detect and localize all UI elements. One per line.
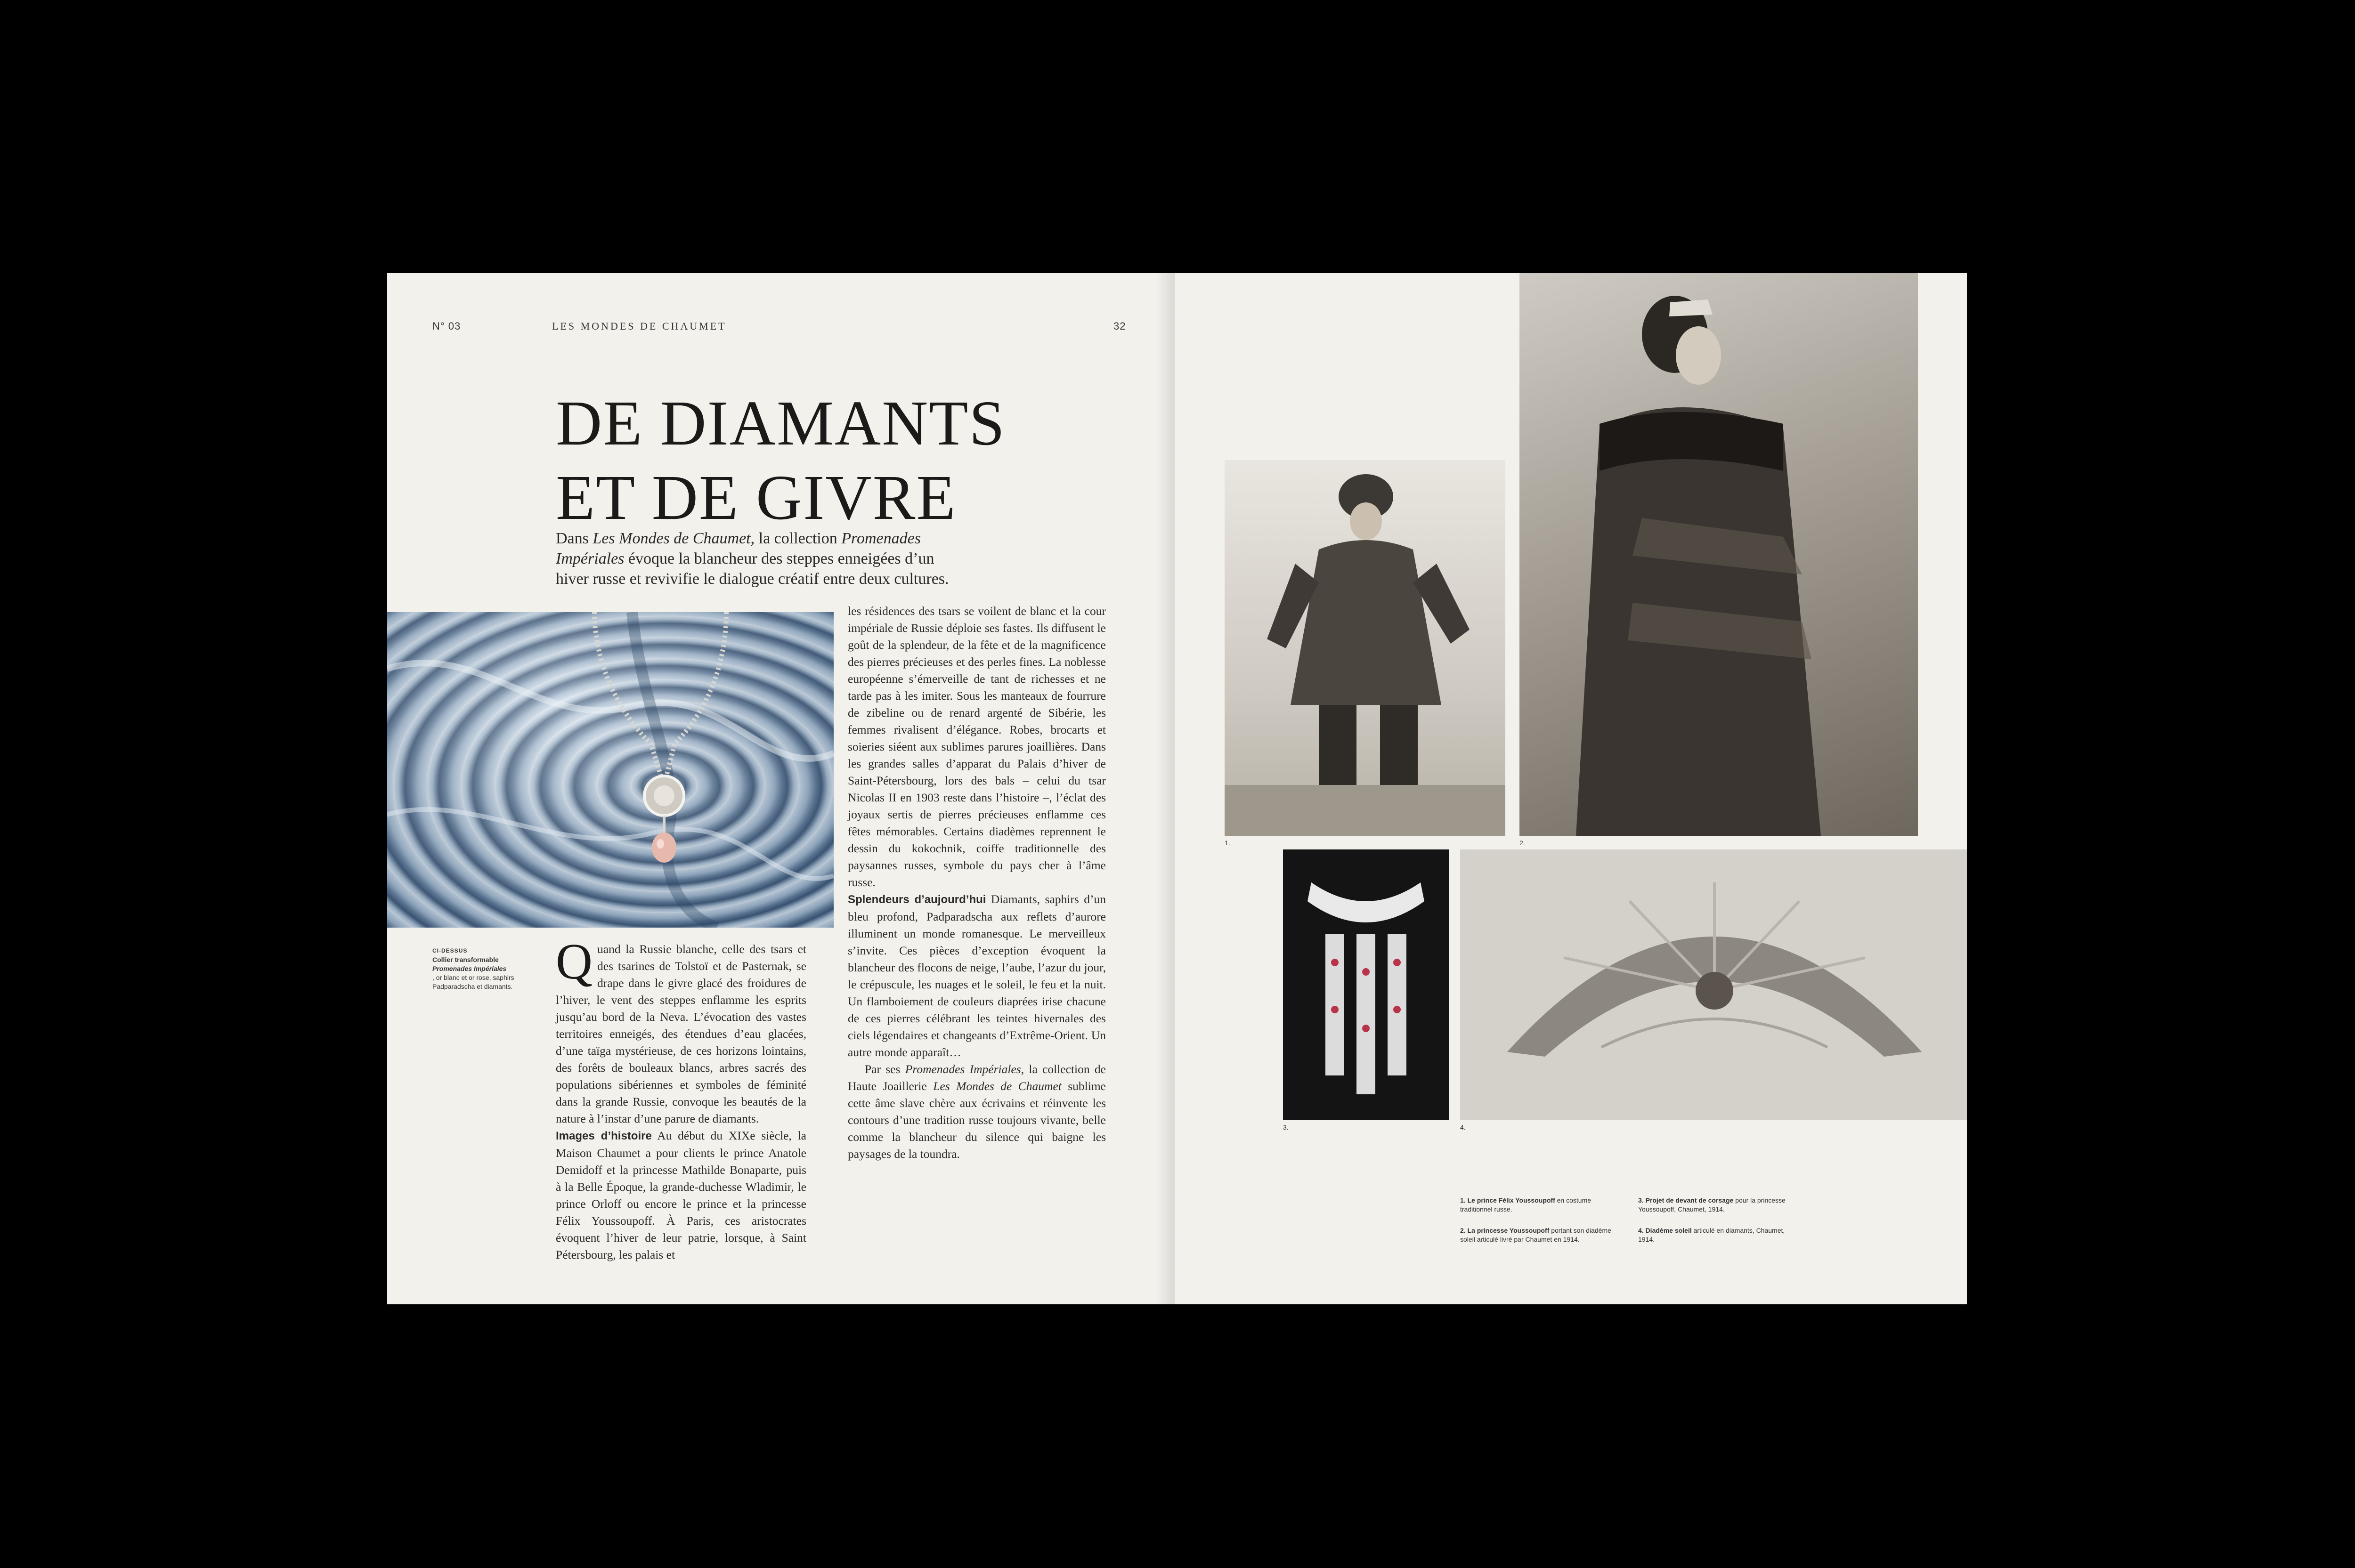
caption-2: 2. La princesse Youssoupoff portant son diadème soleil articulé livré par Chaumet en 1914.	[1460, 1227, 1611, 1243]
text-column-1	[556, 934, 806, 1263]
figure-number-3: 3.	[1283, 1123, 1289, 1131]
page-number: 32	[1113, 320, 1126, 332]
section-title: LES MONDES DE CHAUMET	[552, 320, 727, 332]
figure-number-4: 4.	[1460, 1123, 1466, 1131]
corsage-illustration	[1283, 849, 1449, 1120]
caption-4: 4. Diadème soleil articulé en diamants, Chaumet, 1914.	[1638, 1227, 1785, 1243]
article-title	[556, 386, 1121, 535]
text-column-2	[848, 603, 1106, 1163]
title-line-2: ET DE GIVRE	[556, 462, 957, 533]
drop-cap: Q	[556, 934, 593, 990]
left-page	[387, 273, 1175, 1304]
issue-number: N° 03	[432, 320, 461, 332]
caption-1: 1. Le prince Félix Youssoupoff en costume traditionnel russe.	[1460, 1196, 1592, 1213]
right-page	[1175, 273, 1967, 1304]
necklace-agate-image	[387, 612, 834, 928]
photo-princess	[1519, 273, 1918, 836]
caption-3: 3. Projet de devant de corsage pour la princesse Youssoupoff, Chaumet, 1914.	[1638, 1196, 1786, 1213]
prince-figure	[1225, 460, 1505, 836]
paragraph-4: Diamants, saphirs d’un bleu profond, Padparadscha aux reflets d’aurore illuminent un monde romanesque. Le merveilleux s’invite. Ces pièces d’exception évoquent la blancheur des flocons de neige, l’aube, l’azur du jour, le crépuscule, les nuages et le soleil, le feu et la nuit. Un flamboiement de couleurs diaprées irise chacune de ces pierres célébrant les teintes hivernales des ciels légendaires et changeants d’Extrême-Orient. Un autre monde apparaît…	[848, 892, 1106, 1059]
photo-corsage-design	[1283, 849, 1449, 1120]
photo-tiara	[1460, 849, 1967, 1120]
necklace-caption: CI-DESSUS Collier transformable Promenades Impériales , or blanc et or rose, saphirs Padparadscha et diamants.	[432, 947, 514, 990]
paragraph-1: uand la Russie blanche, celle des tsars et des tsarines de Tolstoï et de Pasternak, se drape dans le givre glacé des froidures de l’hiver, le vent des steppes enflamme les esprits jusqu’au bord de la Neva. L’évocation des vastes territoires enneigés, des étendues d’eau glacées, d’une taïga mystérieuse, de ces horizons lointains, des forêts de bouleaux blancs, arbres sacrés des populations sibériennes et symboles de féminité dans la grande Russie, convoque les beautés de la nature à l’instar d’une parure de diamants.	[556, 942, 806, 1125]
subhead-today: Splendeurs d’aujourd’hui	[848, 893, 986, 906]
title-line-1: DE DIAMANTS	[556, 388, 1006, 459]
subhead-history: Images d’histoire	[556, 1130, 652, 1142]
photo-prince	[1225, 460, 1505, 836]
paragraph-5: Par ses Promenades Impériales, la collection de Haute Joaillerie Les Mondes de Chaumet sublime cette âme slave chère aux écrivains et réinvente les contours d’une tradition russe toujours vivante, belle comme la blancheur du silence qui baigne les paysages de la toundra.	[848, 1062, 1106, 1161]
tiara-illustration	[1460, 849, 1967, 1120]
necklace-illustration	[387, 612, 834, 928]
figure-number-1: 1.	[1225, 839, 1230, 847]
figure-number-2: 2.	[1519, 839, 1525, 847]
princess-figure	[1519, 273, 1918, 836]
article-intro: Dans Les Mondes de Chaumet, la collection Promenades Impériales évoque la blancheur des steppes enneigées d’un hiver russe et revivifie le dialogue créatif entre deux cultures.	[556, 530, 949, 588]
paragraph-3: les résidences des tsars se voilent de blanc et la cour impériale de Russie déploie ses fastes. Ils diffusent le goût de la splendeur, de la fête et de la magnificence des pierres précieuses et des perles fines. La noblesse européenne s’émerveille de tant de richesses et ne tarde pas à les imiter. Sous les manteaux de fourrure de zibeline ou de renard argenté de Sibérie, les femmes rivalisent d’élégance. Robes, brocarts et soieries siéent aux sublimes parures joaillières. Dans les grandes salles d’apparat du Palais d’hiver de Saint-Pétersbourg, lors des bals – celui du tsar Nicolas II en 1903 reste dans l’histoire –, l’éclat des joyaux sertis de pierres précieuses enflamme ces fêtes mémorables. Certains diadèmes reprennent le dessin du kokochnik, coiffe traditionnelle des paysannes russes, symbole du pays cher à l’âme russe.	[848, 604, 1106, 889]
paragraph-2: Au début du XIXe siècle, la Maison Chaumet a pour clients le prince Anatole Demidoff et la princesse Mathilde Bonaparte, puis à la Belle Époque, la grande-duchesse Wladimir, le prince Orloff ou encore le prince et la princesse Félix Youssoupoff. À Paris, ces aristocrates évoquent l’hiver de leur patrie, lorsque, à Saint Pétersbourg, les palais et	[556, 1129, 806, 1261]
